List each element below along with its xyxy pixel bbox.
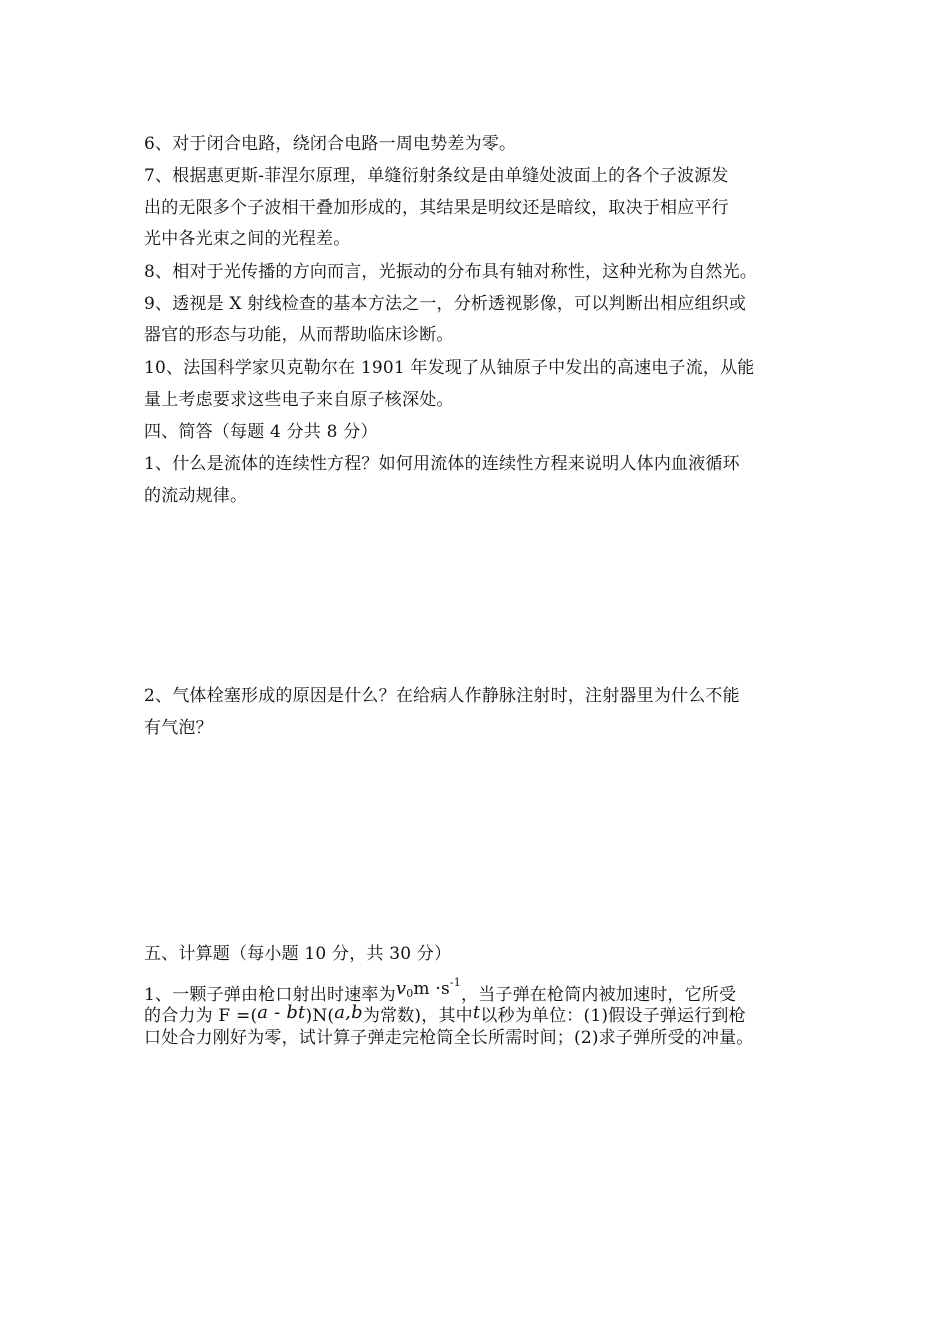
calc-problem-1-text-b: ，当子弹在枪筒内被加速时，它所受	[461, 985, 737, 1005]
initial-velocity-expression	[395, 976, 461, 1000]
velocity-symbol: v	[395, 978, 407, 999]
short-answer-2-line-1: 2、气体栓塞形成的原因是什么？在给病人作静脉注射时，注射器里为什么不能	[144, 686, 740, 706]
calc-problem-1-line-3: 口处合力刚好为零，试计算子弹走完枪筒全长所需时间；(2)求子弹所受的冲量。	[144, 1028, 754, 1048]
calc-problem-1-line-2-c: 为常数)，其中	[362, 1006, 473, 1026]
statement-7-line-1: 7、根据惠更斯-菲涅尔原理，单缝衍射条纹是由单缝处波面上的各个子波源发	[144, 166, 729, 186]
unit-second: ·s	[435, 979, 450, 999]
calc-problem-1-line-2-a: 的合力为 F =(	[144, 1006, 258, 1026]
section-4-heading: 四、简答（每题 4 分共 8 分）	[144, 422, 378, 442]
short-answer-2-line-2: 有气泡？	[144, 718, 213, 738]
unit-meter: m	[413, 979, 430, 999]
calc-problem-1-line-2	[144, 1002, 746, 1027]
short-answer-1-line-1: 1、什么是流体的连续性方程？如何用流体的连续性方程来说明人体内血液循环	[144, 454, 740, 474]
short-answer-1-line-2: 的流动规律。	[144, 486, 248, 506]
section-5-heading: 五、计算题（每小题 10 分，共 30 分）	[144, 944, 452, 964]
statement-6: 6、对于闭合电路，绕闭合电路一周电势差为零。	[144, 134, 517, 154]
statement-9-line-2: 器官的形态与功能，从而帮助临床诊断。	[144, 325, 454, 345]
statement-7-line-2: 出的无限多个子波相干叠加形成的，其结果是明纹还是暗纹，取决于相应平行	[144, 198, 729, 218]
calc-problem-1-text-a: 1、一颗子弹由枪口射出时速率为	[144, 985, 396, 1005]
statement-7-line-3: 光中各光束之间的光程差。	[144, 229, 351, 249]
calc-problem-1-line-2-d: 以秒为单位：(1)假设子弹运行到枪	[480, 1006, 746, 1026]
force-expression: a - bt	[257, 1002, 306, 1023]
statement-9-line-1: 9、透视是 X 射线检查的基本方法之一，分析透视影像，可以判断出相应组织或	[144, 294, 747, 314]
statement-8: 8、相对于光传播的方向而言，光振动的分布具有轴对称性，这种光称为自然光。	[144, 262, 758, 282]
unit-exponent: -1	[449, 976, 461, 989]
statement-10-line-2: 量上考虑要求这些电子来自原子核深处。	[144, 390, 454, 410]
time-symbol: t	[472, 1002, 481, 1023]
constants-expression: a,b	[334, 1002, 363, 1023]
statement-10-line-1: 10、法国科学家贝克勒尔在 1901 年发现了从铀原子中发出的高速电子流，从能	[144, 358, 755, 378]
calc-problem-1-line-2-b: )N(	[305, 1006, 335, 1026]
velocity-subscript: 0	[406, 987, 414, 1000]
